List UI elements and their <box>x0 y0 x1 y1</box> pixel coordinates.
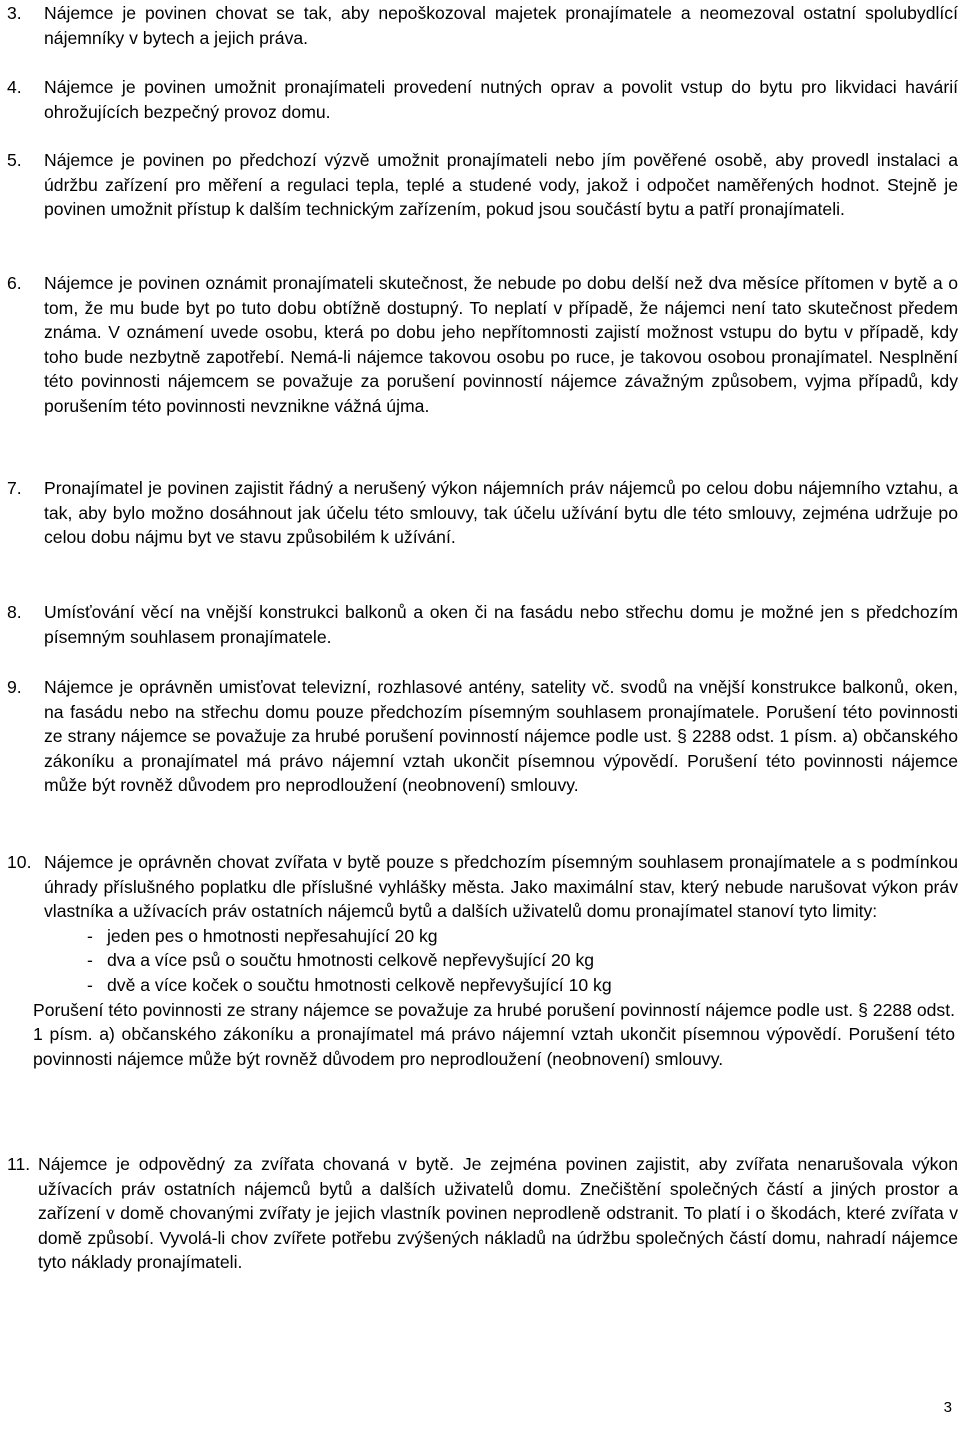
paragraph-text: Porušení této povinnosti ze strany nájemce se považuje za hrubé porušení povinností nájemce podle ust. § 2288 odst. 1 písm. a) občanského zákoníku a pronajímatel má právo nájemní vztah ukončit písemnou výpovědí. Porušení této povinnosti nájemce může být rovněž důvodem pro neprodloužení (neobnovení) smlouvy. <box>33 999 955 1069</box>
paragraph-text: Umísťování věcí na vnější konstrukci balkonů a oken či na fasádu nebo střechu domu je možné jen s předchozím písemným souhlasem pronajímatele. <box>44 602 958 647</box>
paragraph-8 <box>7 600 958 649</box>
paragraph-number: 5. <box>7 150 22 170</box>
paragraph-text: Nájemce je povinen umožnit pronajímateli provedení nutných oprav a povolit vstup do bytu pro likvidaci havárií ohrožujících bezpečný provoz domu. <box>44 77 958 122</box>
animal-limits-list <box>87 924 958 998</box>
paragraph-4 <box>7 75 958 124</box>
paragraph-text: Nájemce je oprávněn chovat zvířata v bytě pouze s předchozím písemným souhlasem pronajímatele a s podmínkou úhrady příslušného poplatku dle příslušné vyhlášky města. Jako maximální stav, který nebude narušovat výkon práv vlastníka a užívacích práv ostatních nájemců bytů a dalších uživatelů domu pronajímatel stanoví tyto limity: <box>44 852 958 922</box>
paragraph-11 <box>7 1152 958 1275</box>
paragraph-text: Nájemce je povinen chovat se tak, aby nepoškozoval majetek pronajímatele a neomezoval ostatní spolubydlící nájemníky v bytech a jejich práva. <box>44 3 958 48</box>
paragraph-number: 11. <box>7 1154 31 1174</box>
list-item: - jeden pes o hmotnosti nepřesahující 20 kg <box>87 924 958 949</box>
paragraph-7 <box>7 476 958 550</box>
paragraph-3 <box>7 1 958 50</box>
paragraph-10 <box>7 850 958 1071</box>
list-item: - dva a více psů o součtu hmotnosti celkově nepřevyšující 20 kg <box>87 948 958 973</box>
paragraph-6 <box>7 271 958 419</box>
page-number: 3 <box>943 1399 952 1416</box>
paragraph-text: Pronajímatel je povinen zajistit řádný a nerušený výkon nájemních práv nájemců po celou dobu nájemního vztahu, a tak, aby bylo možno dosáhnout jak účelu této smlouvy, tak účelu užívání bytu dle této smlouvy, zejména udržuje po celou dobu nájmu byt ve stavu způsobilém k užívání. <box>44 478 958 548</box>
paragraph-number: 3. <box>7 3 22 23</box>
paragraph-number: 6. <box>7 273 22 293</box>
paragraph-number: 8. <box>7 602 22 622</box>
paragraph-number: 10. <box>7 852 32 872</box>
paragraph-text: Nájemce je odpovědný za zvířata chovaná v bytě. Je zejména povinen zajistit, aby zvířata nenarušovala výkon užívacích práv ostatních nájemců bytů a dalších uživatelů domu. Znečištění společných částí a jiných prostor a zařízení v domě chovanými zvířaty je jejich vlastník povinen neprodleně odstranit. To platí i o škodách, které zvířata v domě způsobí. Vyvolá-li chov zvířete potřebu zvýšených nákladů na údržbu společných částí domu, nahradí nájemce tyto náklady pronajímateli. <box>38 1154 958 1273</box>
paragraph-text: Nájemce je povinen oznámit pronajímateli skutečnost, že nebude po dobu delší než dva měsíce přítomen v bytě a o tom, že mu bude byt po tuto dobu obtížně dostupný. To neplatí v případě, že nájemci není tato skutečnost předem známa. V oznámení uvede osobu, která po dobu jeho nepřítomnosti zajistí možnost vstupu do bytu v případě, kdy toho bude nezbytně zapotřebí. Nemá-li nájemce takovou osobu po ruce, je takovou osobou pronajímatel. Nesplnění této povinnosti nájemcem se považuje za porušení povinností nájemce závažným způsobem, vyjma případů, kdy porušením této povinnosti nevznikne vážná újma. <box>44 273 958 416</box>
paragraph-number: 9. <box>7 677 22 697</box>
paragraph-number: 4. <box>7 77 22 97</box>
list-item: - dvě a více koček o součtu hmotnosti celkově nepřevyšující 10 kg <box>87 973 958 998</box>
paragraph-text: Nájemce je povinen po předchozí výzvě umožnit pronajímateli nebo jím pověřené osobě, aby provedl instalaci a údržbu zařízení pro měření a regulaci tepla, teplé a studené vody, jakož i odpočet naměřených hodnot. Stejně je povinen umožnit přístup k dalším technickým zařízením, pokud jsou součástí bytu a patří pronajímateli. <box>44 150 958 220</box>
paragraph-text: Nájemce je oprávněn umisťovat televizní, rozhlasové antény, satelity vč. svodů na vnější konstrukce balkonů, oken, na fasádu nebo na střechu domu pouze předchozím písemným souhlasem pronajímatele. Porušení této povinnosti ze strany nájemce se považuje za hrubé porušení povinností nájemce podle ust. § 2288 odst. 1 písm. a) občanského zákoníku a pronajímatel má právo nájemní vztah ukončit písemnou výpovědí. Porušení této povinnosti nájemce může být rovněž důvodem pro neprodloužení (neobnovení) smlouvy. <box>44 677 958 796</box>
paragraph-5 <box>7 148 958 222</box>
paragraph-number: 7. <box>7 478 22 498</box>
paragraph-9 <box>7 675 958 798</box>
